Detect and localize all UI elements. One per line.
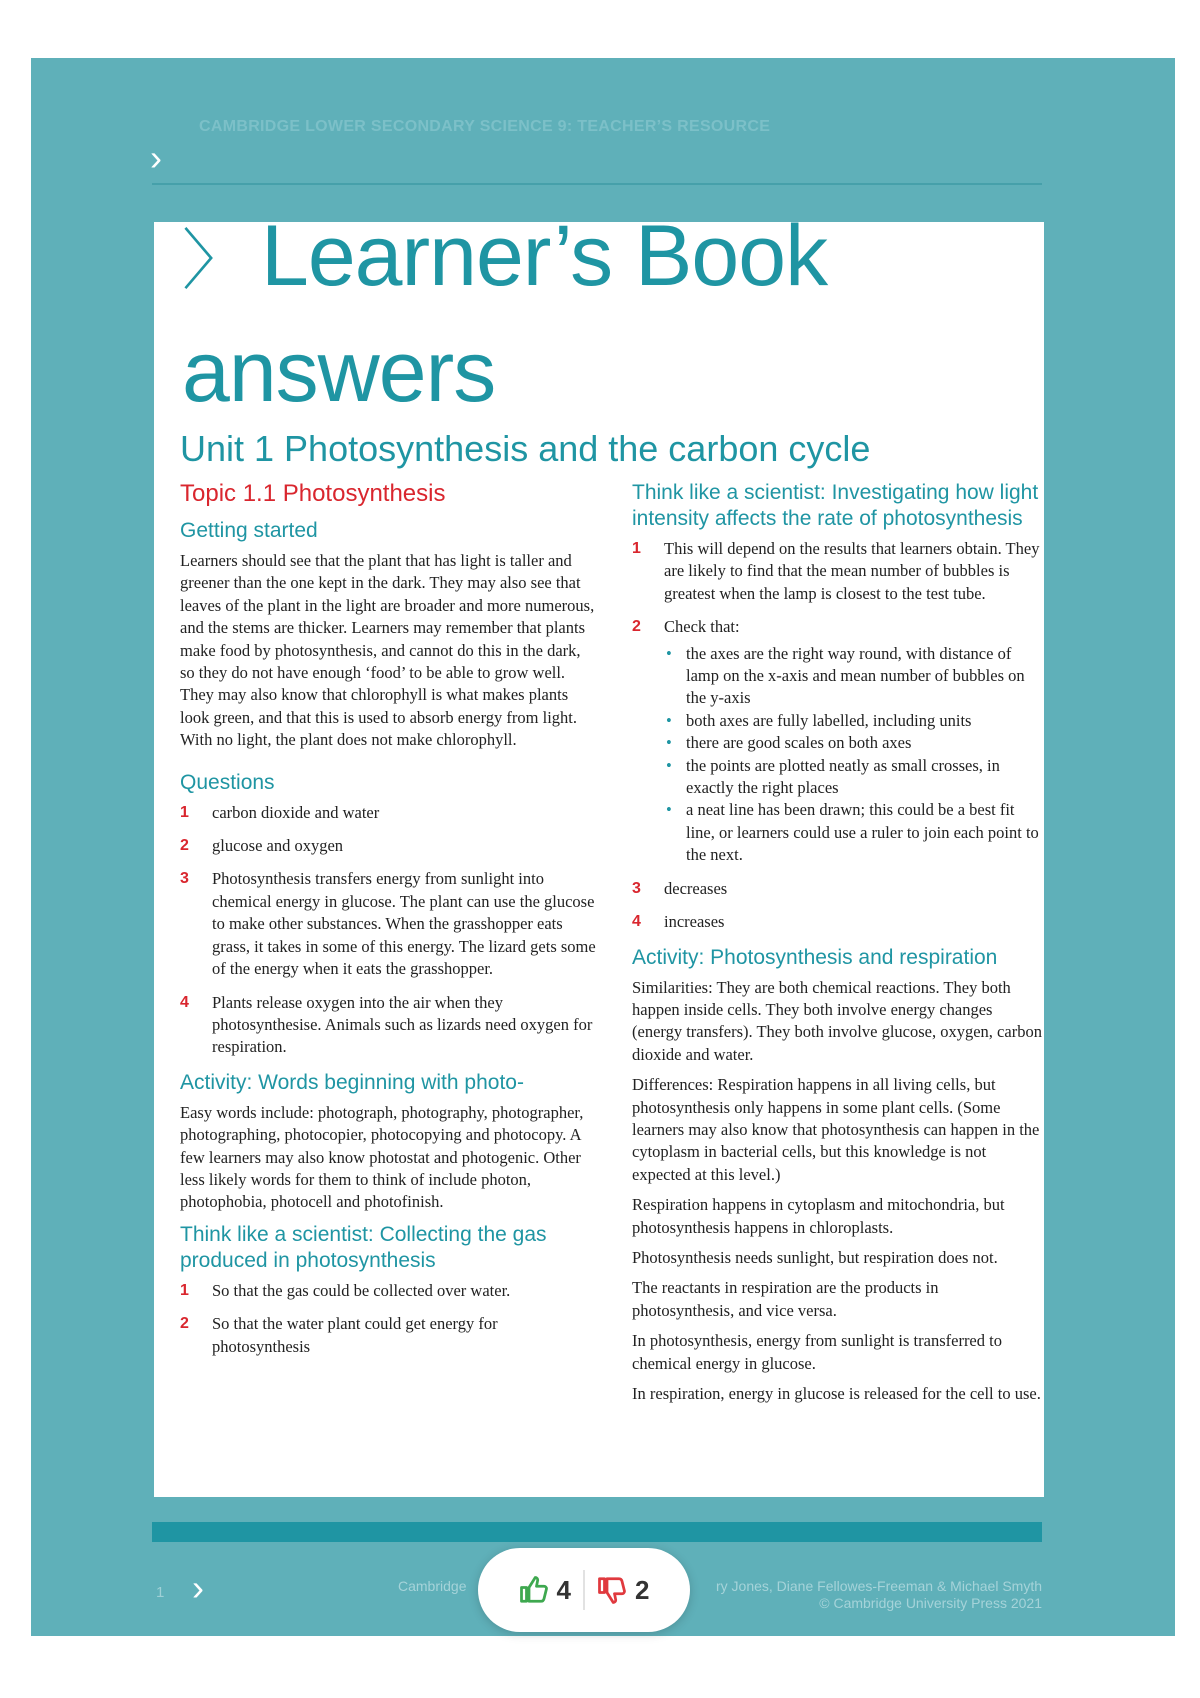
bullet-icon: •: [666, 643, 672, 663]
respiration-para: In photosynthesis, energy from sunlight is transferred to chemical energy in glucose.: [632, 1331, 1002, 1373]
upvote-count: 4: [556, 1574, 571, 1605]
next-page-chevron-icon[interactable]: ›: [192, 1567, 204, 1608]
respiration-para: In respiration, energy in glucose is released for the cell to use.: [632, 1384, 1041, 1403]
page-title: [182, 200, 827, 428]
topic-heading: Topic 1.1 Photosynthesis: [180, 480, 446, 507]
activity-words-heading: Activity: Words beginning with photo-: [180, 1070, 524, 1094]
question-answer: decreases: [664, 878, 728, 898]
bullet-item: • there are good scales on both axes: [664, 732, 1044, 754]
question-number: 4: [632, 913, 641, 931]
bullet-item: • the points are plotted neatly as small crosses, in exactly the right places: [666, 755, 1000, 798]
question-number: 1: [632, 540, 641, 557]
right-column: [632, 480, 1044, 1413]
collecting-gas-list: [180, 1280, 598, 1358]
footer-authors: ry Jones, Diane Fellowes-Freeman & Michael Smyth: [715, 1578, 1042, 1594]
thumbs-down-icon: [597, 1575, 627, 1605]
question-item: [180, 1280, 598, 1302]
title-line-1: Learner’s Book: [261, 208, 828, 304]
header-chevron-icon: ›: [150, 137, 162, 178]
question-item: [180, 1313, 598, 1358]
question-item: [180, 835, 598, 857]
bullet-item: • a neat line has been drawn; this could be a best fit line, or learners could use a ruler to join each point to the next.: [666, 800, 1039, 865]
vote-widget: [478, 1548, 690, 1632]
footer-publisher: Cambridge: [398, 1578, 467, 1594]
question-number: 3: [180, 870, 189, 888]
downvote-count: 2: [635, 1574, 650, 1605]
question-answer: So that the water plant could get energy for photosynthesis: [212, 1314, 498, 1356]
question-answer: glucose and oxygen: [212, 836, 344, 856]
bullet-icon: •: [666, 800, 672, 820]
running-head: CAMBRIDGE LOWER SECONDARY SCIENCE 9: TEACHER’S RESOURCE: [199, 118, 771, 135]
questions-list: [180, 802, 598, 1059]
question-number: 2: [632, 618, 641, 636]
question-item: [180, 868, 598, 980]
left-column: [180, 480, 598, 1369]
getting-started-heading: Getting started: [180, 519, 318, 542]
question-answer: carbon dioxide and water: [212, 802, 380, 822]
question-answer: Check that:: [664, 617, 740, 637]
questions-heading: Questions: [180, 770, 275, 794]
unit-title: Unit 1 Photosynthesis and the carbon cycle: [180, 428, 871, 469]
collecting-gas-heading: Think like a scientist: Collecting the gas produced in photosynthesis: [180, 1222, 547, 1272]
question-answer: So that the gas could be collected over water.: [212, 1280, 511, 1300]
bullet-item: • both axes are fully labelled, including units: [664, 710, 1044, 732]
question-number: 4: [180, 993, 189, 1011]
title-chevron-icon: 〉: [182, 223, 247, 297]
bullet-item: • the axes are the right way round, with distance of lamp on the x-axis and mean number of bubbles on the y-axis: [666, 643, 1025, 708]
question-item: [632, 616, 1044, 866]
bullet-icon: •: [666, 733, 672, 753]
investigating-list: [632, 538, 1044, 934]
footer-band: [152, 1522, 1042, 1542]
question-number: 2: [180, 1315, 189, 1333]
activity-words-text: Easy words include: photograph, photography, photographer, photographing, photocopier, photocopying and photocopy. A few learners may also know photostat and photogenic. Other less likely words for them to think of include photon, photophobia, photocell and photofinish.: [180, 1102, 584, 1212]
document-page: [154, 208, 1044, 1497]
getting-started-text: Learners should see that the plant that has light is taller and greener than the one kept in the dark. They may also see that leaves of the plant in the light are broader and more numerous, and the stems are thicker. Learners may remember that plants make food by photosynthesis, and cannot do this in the dark, so they do not have enough ‘food’ to be able to grow well. They may also know that chlorophyll is what makes plants look green, and that this is used to absorb energy from light. With no light, the plant does not make chlorophyll.: [180, 551, 595, 750]
title-line-2: answers: [182, 324, 496, 420]
question-number: 1: [180, 803, 189, 821]
respiration-para: Differences: Respiration happens in all living cells, but photosynthesis only happens in some plant cells. (Some learners may also know that photosynthesis can happen in the cytoplasm in bacterial cells, but this knowledge is not expected at this level.): [632, 1075, 1040, 1184]
question-item: [180, 992, 598, 1059]
respiration-para: Photosynthesis needs sunlight, but respiration does not.: [632, 1247, 998, 1267]
activity-respiration-heading: Activity: Photosynthesis and respiration: [632, 945, 998, 969]
bullet-icon: •: [666, 710, 672, 730]
question-item: [180, 802, 598, 824]
footer-copyright: © Cambridge University Press 2021: [819, 1595, 1042, 1611]
thumbs-up-icon: [519, 1575, 549, 1605]
question-answer: increases: [664, 912, 725, 932]
bullet-icon: •: [666, 755, 672, 775]
question-answer: Photosynthesis transfers energy from sunlight into chemical energy in glucose. The plant can use the glucose to make other substances. When the grasshopper eats grass, it takes in some of this energy. The lizard gets some of the energy when it eats the grasshopper.: [212, 869, 596, 979]
question-answer: This will depend on the results that learners obtain. They are likely to find that the mean number of bubbles is greatest when the lamp is closest to the test tube.: [664, 539, 1040, 603]
investigating-heading: Think like a scientist: Investigating how light intensity affects the rate of photosynthesis: [632, 481, 1039, 530]
check-bullets: [664, 643, 1044, 867]
respiration-para: Respiration happens in cytoplasm and mitochondria, but photosynthesis happens in chloroplasts.: [632, 1195, 1005, 1237]
question-item: [632, 538, 1044, 605]
page-number: 1: [156, 1584, 165, 1601]
question-item: [632, 878, 1044, 900]
vote-divider: [583, 1570, 585, 1610]
question-number: 3: [632, 879, 641, 897]
question-item: [632, 911, 1044, 933]
header-rule: [152, 183, 1042, 185]
downvote-button[interactable]: [597, 1575, 649, 1606]
question-number: 1: [180, 1281, 189, 1299]
upvote-button[interactable]: [519, 1575, 571, 1606]
footer-credits: [716, 1578, 1042, 1612]
question-answer: Plants release oxygen into the air when they photosynthesise. Animals such as lizards need oxygen for respiration.: [212, 992, 593, 1057]
respiration-para: The reactants in respiration are the products in photosynthesis, and vice versa.: [632, 1278, 939, 1320]
question-number: 2: [180, 837, 189, 855]
respiration-para: Similarities: They are both chemical reactions. They both happen inside cells. They both involve energy changes (energy transfers). They both involve glucose, oxygen, carbon dioxide and water.: [632, 977, 1042, 1064]
